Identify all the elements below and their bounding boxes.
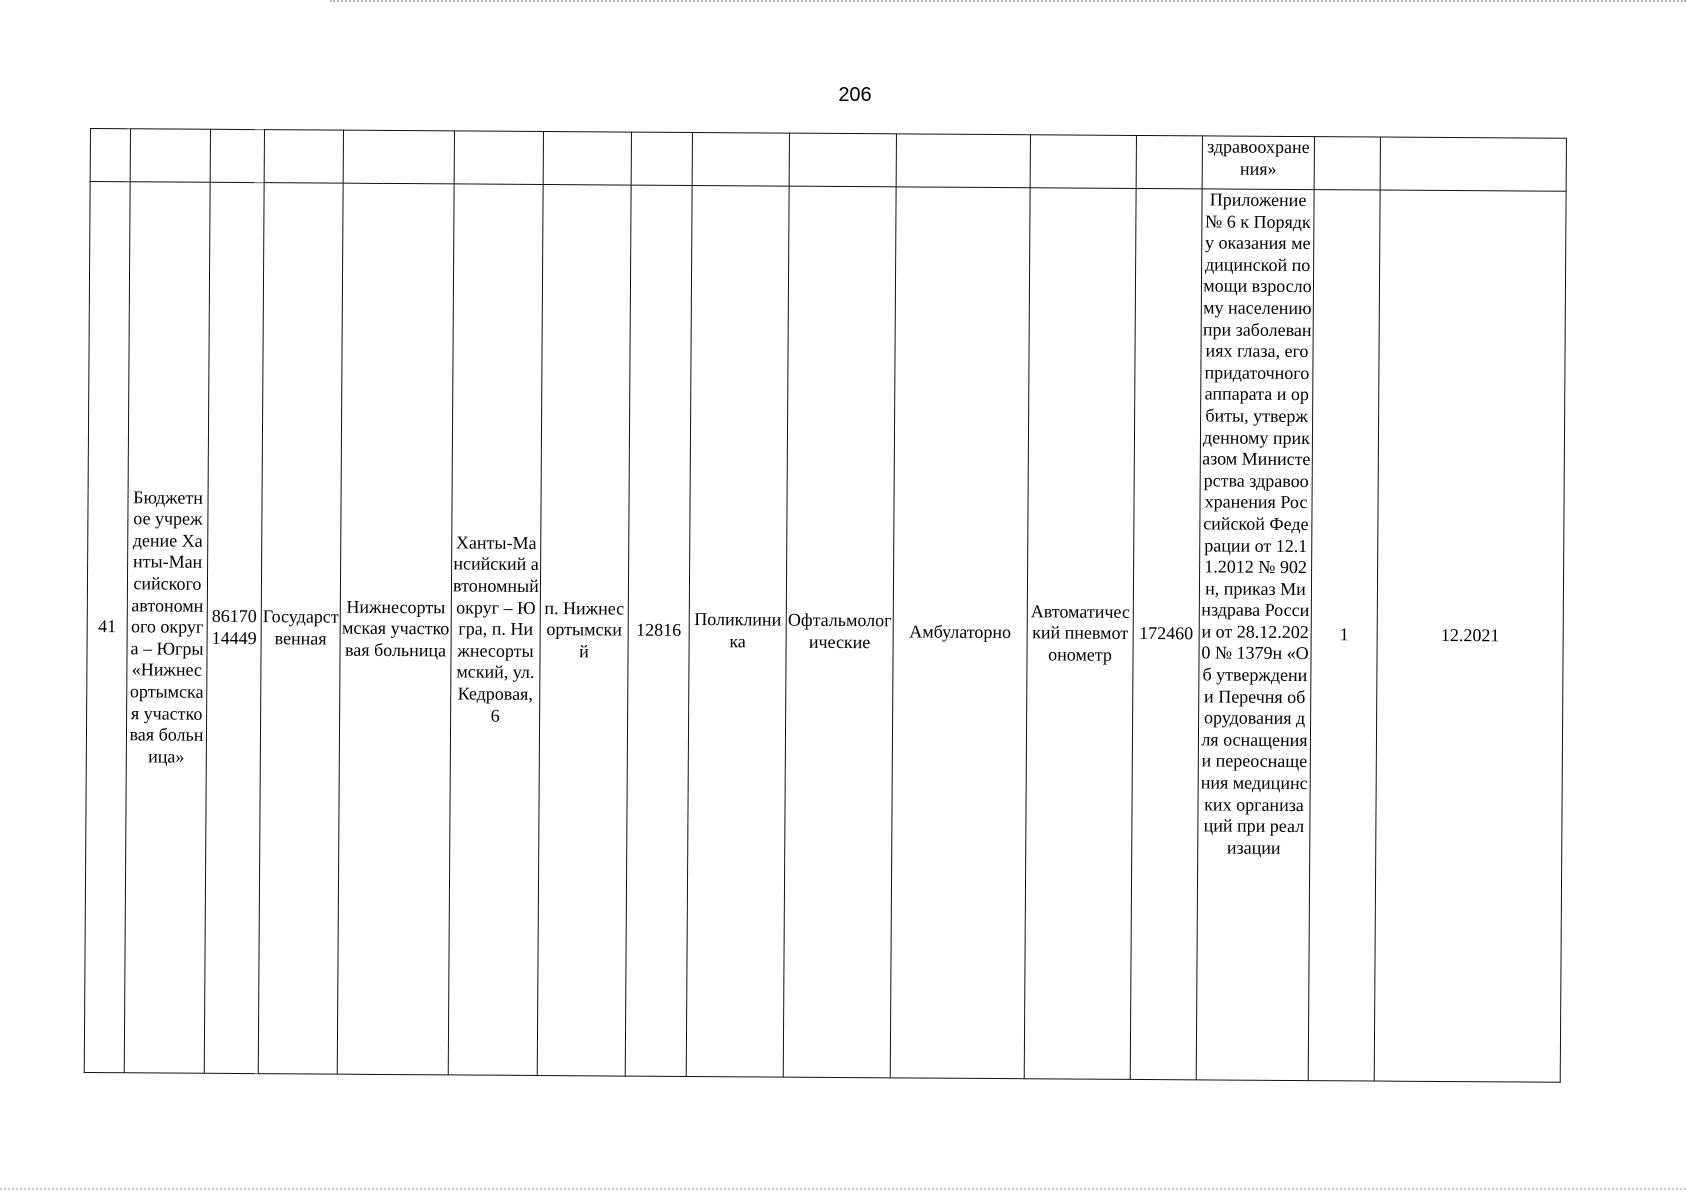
code-cell: 172460 [1130,188,1202,1079]
facility-cell: Нижнесортымская участковая больница [337,183,454,1075]
cell-empty [343,130,454,184]
scan-edge-top [330,0,1686,8]
locality-cell: п. Нижнесортымский [537,185,631,1077]
cell-empty [454,131,543,185]
unit-type-cell: Поликлиника [686,185,789,1077]
organization-name: Бюджетное учреждение Ханты-Мансийского автономного округа – Югры «Нижнесортымская участковая больница» [124,182,210,1074]
care-condition-cell: Амбулаторно [890,187,1030,1079]
cell-empty [130,129,210,183]
table-container [84,128,1566,1083]
cell-empty [896,134,1030,188]
population-cell: 12816 [625,185,692,1076]
row-number: 41 [84,182,130,1073]
cell-empty [90,129,130,182]
profile-cell: Офтальмологические [783,186,896,1078]
ownership-cell: Государственная [258,183,343,1075]
continuation-cell: здравоохранения» [1202,136,1314,190]
cell-empty [631,132,692,185]
table-row [84,182,1566,1083]
address-cell: Ханты-Мансийский автономный округ – Югра, п. Нижнесортымский, ул.Кедровая, 6 [448,184,543,1076]
cell-empty [1314,137,1380,190]
cell-empty [789,133,896,187]
cell-empty [1136,135,1202,188]
cell-empty [210,129,264,182]
page-number: 206 [838,84,872,106]
date-cell: 12.2021 [1374,190,1566,1082]
cell-empty [264,130,343,184]
inn-cell: 8617014449 [204,182,264,1073]
quantity-cell: 1 [1308,190,1380,1081]
cell-empty [1030,135,1136,189]
continuation-row [90,129,1566,192]
cell-empty [543,132,631,186]
equipment-cell: Автоматический пневмотонометр [1024,188,1136,1080]
legal-basis-cell: Приложение № 6 к Порядку оказания медицинской помощи взрослому населению при заболеваниях глаза, его придаточного аппарата и орбиты, утвержденному приказом Министерства здравоохранения Российской Федерации от 12.11.2012 № 902н, приказ Минздрава России от 28.12.2020 № 1379н «Об утверждении Перечня оборудования для оснащения и переоснащения медицинских организаций при реализации [1196,189,1314,1081]
cell-empty [1380,137,1566,191]
scan-edge-bottom [0,1188,1686,1196]
cell-empty [692,132,789,186]
equipment-table [84,128,1567,1083]
